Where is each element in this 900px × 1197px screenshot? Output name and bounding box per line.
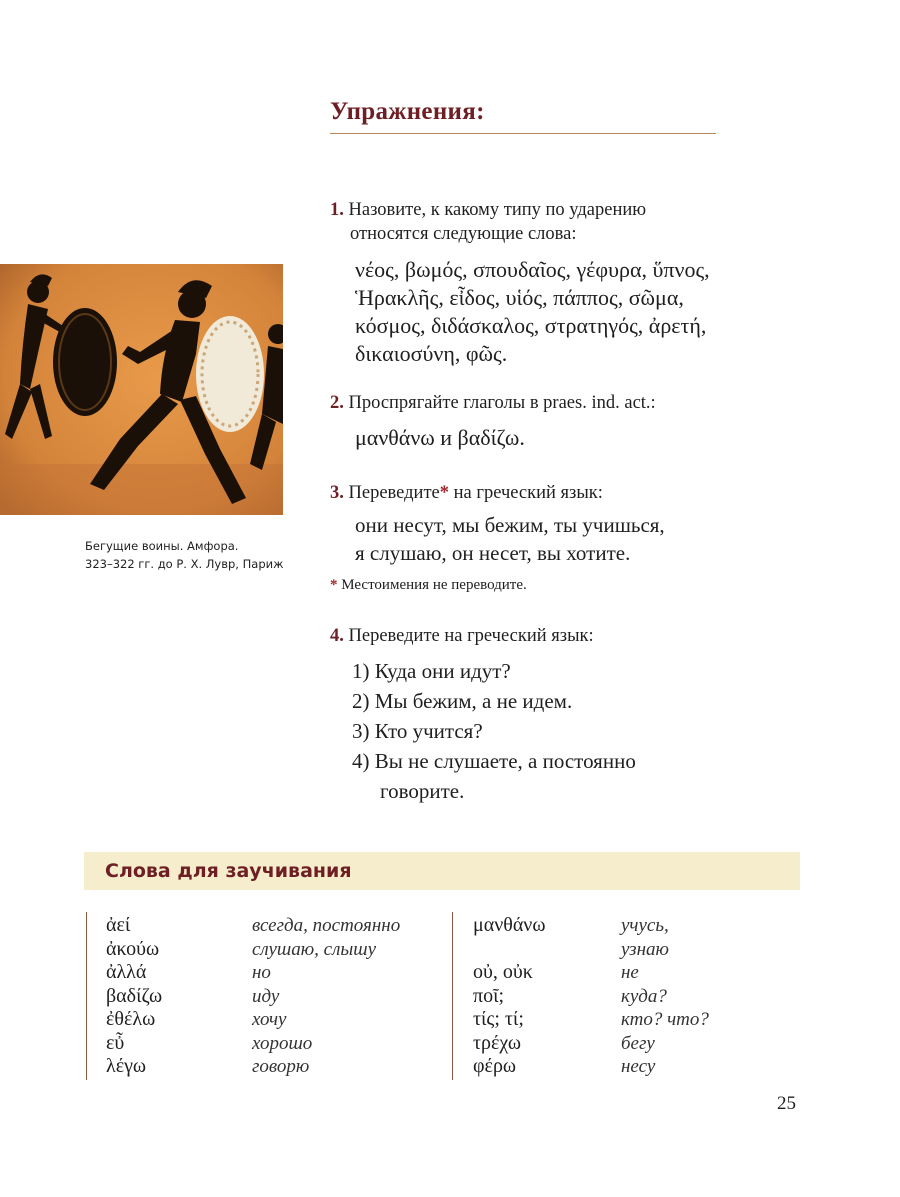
footnote (330, 577, 527, 594)
exercise-1-line1: Назовите, к какому типу по ударению (348, 200, 647, 220)
vocab-greek-word: εὖ (106, 1031, 125, 1054)
vocab-translation: говорю (252, 1056, 310, 1077)
exercise-2-verbs: μανθάνω и βαδίζω. (355, 425, 525, 450)
exercise-1-number: 1. (330, 200, 344, 220)
vocab-translation: несу (621, 1056, 656, 1077)
vocab-translation: хочу (252, 1009, 287, 1030)
exercise-2-line1: Проспрягайте глаголы в praes. ind. act.: (348, 393, 656, 413)
vocab-translation: узнаю (621, 938, 669, 960)
vocab-greek-word (473, 938, 546, 962)
vocab-greek-word: φέρω (473, 1055, 517, 1077)
vocab-left-rule (86, 912, 87, 1080)
vocab-greek-word: ἀεί (106, 914, 131, 936)
vocab-right-greek (473, 914, 546, 1079)
vocab-greek-word: ἀλλά (106, 961, 147, 983)
exercise-1-word-line: κόσμος, διδάσκαλος, στρατηγός, ἀρετή, (355, 313, 707, 338)
heading-rule (330, 133, 716, 134)
exercise-3-phrases (355, 511, 665, 567)
vocab-translation: кто? что? (621, 1009, 709, 1030)
exercise-4-prompt (330, 624, 594, 648)
exercise-2-number: 2. (330, 393, 344, 413)
vocab-translation: хорошо (252, 1032, 313, 1054)
exercise-3-phrase-line: они несут, мы бежим, ты учишься, (355, 513, 665, 537)
exercise-1-word-line: νέος, βωμός, σπουδαῖος, γέφυρα, ὕπνος, (355, 257, 710, 282)
vocab-greek-word: τρέχω (473, 1031, 522, 1054)
vocab-right-translation (621, 914, 709, 1079)
vocab-greek-word: βαδίζω (106, 984, 163, 1007)
vocab-greek-word: λέγω (106, 1055, 147, 1077)
vocab-translation: учусь, (621, 915, 669, 936)
vocab-greek-word: ἀκούω (106, 937, 160, 960)
exercise-3-line1a: Переведите (348, 483, 440, 503)
section-heading: Упражнения: (330, 98, 485, 125)
exercise-2-prompt (330, 391, 656, 415)
vocab-greek-word: ποῖ; (473, 984, 505, 1007)
amphora-image (0, 264, 283, 515)
list-item: 4) Вы не слушаете, а постоянно (352, 749, 636, 773)
exercise-4-line1: Переведите на греческий язык: (348, 626, 594, 646)
caption-line: Бегущие воины. Амфора. (85, 539, 239, 553)
vocab-left-translation (252, 914, 400, 1079)
exercise-3-phrase-line: я слушаю, он несет, вы хотите. (355, 541, 631, 565)
list-item: 3) Кто учится? (352, 719, 483, 743)
vocab-left-greek (106, 914, 162, 1079)
vocab-translation: слушаю, слышу (252, 938, 377, 960)
exercise-4-list (352, 656, 636, 806)
caption-line: 323–322 гг. до Р. Х. Лувр, Париж (85, 557, 284, 571)
exercise-3-line1b: на греческий язык: (449, 483, 603, 503)
vocab-greek-word: οὐ, οὐκ (473, 961, 533, 983)
vocab-translation: но (252, 962, 271, 983)
footnote-text: Местоимения не переводите. (337, 577, 527, 593)
exercise-1-line2: относятся следующие слова: (350, 224, 577, 244)
vocab-greek-word: τίς; τί; (473, 1008, 524, 1030)
exercise-3-number: 3. (330, 483, 344, 503)
exercise-1-word-line: Ἡρακλῆς, εἶδος, υἱός, πάππος, σῶμα, (355, 285, 684, 310)
exercise-4-number: 4. (330, 626, 344, 646)
vocab-translation: не (621, 962, 639, 983)
vocab-greek-word: ἐθέλω (106, 1008, 156, 1030)
exercise-1-words (355, 256, 710, 368)
footnote-star: * (439, 483, 449, 503)
exercise-1-prompt (330, 198, 646, 246)
vocab-title: Слова для заучивания (105, 860, 352, 882)
list-item: 2) Мы бежим, а не идем. (352, 689, 573, 713)
page-number: 25 (777, 1093, 796, 1114)
list-item: 1) Куда они идут? (352, 659, 511, 683)
vocab-translation: всегда, постоянно (252, 915, 401, 936)
image-caption (85, 537, 283, 573)
vocab-greek-word: μανθάνω (473, 914, 546, 936)
vocab-translation: бегу (621, 1032, 655, 1054)
exercise-1-word-line: δικαιοσύνη, φῶς. (355, 341, 508, 366)
list-item-continuation: говорите. (380, 779, 465, 803)
vocab-translation: куда? (621, 985, 667, 1007)
footnote-star: * (330, 577, 338, 593)
exercise-3-prompt (330, 481, 603, 505)
vocab-middle-rule (452, 912, 453, 1080)
vocab-translation: иду (252, 985, 280, 1007)
